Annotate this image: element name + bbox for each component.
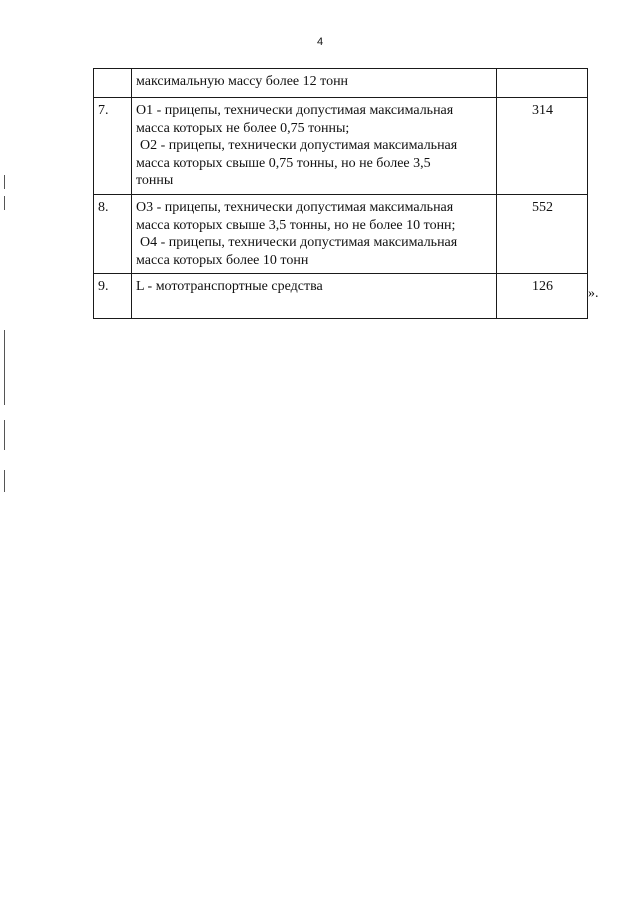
row-number: 9. — [94, 274, 132, 319]
page-number: 4 — [316, 36, 324, 48]
closing-quote: ». — [588, 286, 599, 301]
table-row — [94, 69, 588, 98]
table-row — [94, 195, 588, 274]
description-line: масса которых более 10 тонн — [136, 252, 309, 268]
rates-table-body — [94, 69, 588, 319]
description-line: O2 - прицепы, технически допустимая максимальная — [140, 138, 458, 153]
table-row — [94, 98, 588, 195]
row-value: 552 — [497, 195, 588, 274]
table-row — [94, 274, 588, 319]
row-description — [132, 69, 497, 98]
row-number: 7. — [94, 98, 132, 195]
description-line: тонны — [136, 173, 174, 188]
description-line: масса которых не более 0,75 тонны; — [136, 120, 350, 136]
row-value — [497, 69, 588, 98]
margin-scan-mark — [4, 330, 5, 405]
row-description — [132, 98, 497, 195]
row-number — [94, 69, 132, 98]
description-line: O3 - прицепы, технически допустимая максимальная — [136, 200, 454, 215]
margin-scan-mark — [4, 175, 5, 189]
description-line: L - мототранспортные средства — [136, 279, 323, 294]
row-description — [132, 274, 497, 319]
row-value: 314 — [497, 98, 588, 195]
description-line: масса которых свыше 0,75 тонны, но не более 3,5 — [136, 155, 431, 171]
description-line: максимальную массу более 12 тонн — [136, 74, 349, 89]
margin-scan-mark — [4, 470, 5, 492]
description-line: масса которых свыше 3,5 тонны, но не более 10 тонн; — [136, 217, 456, 233]
row-description — [132, 195, 497, 274]
rates-table — [93, 68, 588, 319]
row-number: 8. — [94, 195, 132, 274]
row-value: 126 — [497, 274, 588, 319]
margin-scan-mark — [4, 420, 5, 450]
margin-scan-mark — [4, 196, 5, 210]
description-line: O1 - прицепы, технически допустимая максимальная — [136, 103, 454, 118]
description-line: O4 - прицепы, технически допустимая максимальная — [140, 235, 458, 250]
